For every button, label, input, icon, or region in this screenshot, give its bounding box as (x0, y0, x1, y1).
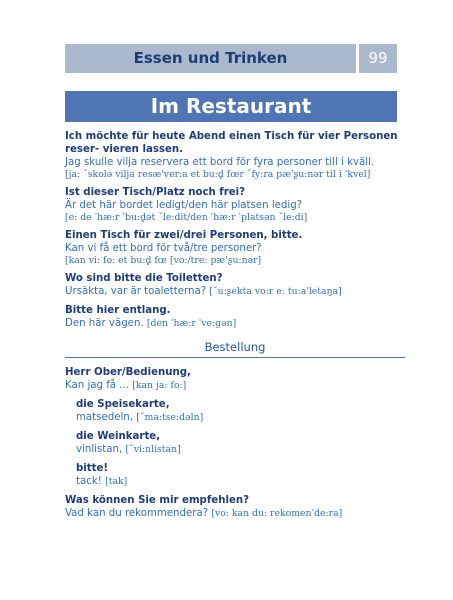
phrase-entry (76, 462, 405, 488)
phrase-entry (65, 304, 405, 330)
german-phrase: Einen Tisch für zwei/drei Personen, bitte. (65, 230, 303, 241)
pronunciation: [kan vi: fo: et bu:d̥ fœ [vo:/tre: pæ'ʂu:nər] (65, 255, 262, 266)
swedish-phrase (65, 285, 405, 298)
pronunciation: [tak] (105, 476, 128, 487)
swedish-phrase (65, 379, 405, 392)
pronunciation: [ˇu:ʂekta vo:r e: tu:aˈletaŋa] (209, 286, 342, 297)
swedish-phrase (76, 443, 405, 456)
swedish-text: Den här vägen. (65, 318, 144, 329)
german-phrase: Wo sind bitte die Toiletten? (65, 273, 223, 284)
german-phrase: Herr Ober/Bedienung, (65, 367, 191, 378)
phrase-entry (65, 130, 405, 180)
swedish-phrase (65, 317, 405, 330)
pronunciation: [ˇvi:nlistan] (125, 444, 181, 455)
swedish-text: tack! (76, 476, 102, 487)
german-phrase: Ich möchte für heute Abend einen Tisch für vier Personen reser- vieren lassen. (65, 131, 398, 155)
phrase-entry (76, 430, 405, 456)
phrase-entry (65, 186, 405, 223)
pronunciation: [den ˈhæ:r ˈve:gən] (146, 318, 237, 329)
subheading-ordering: Bestellung (65, 340, 405, 358)
german-phrase: die Speisekarte, (76, 399, 170, 410)
swedish-phrase: Jag skulle vilja reservera ett bord för fyra personer till i kväll. (65, 157, 375, 168)
phrase-entry (65, 494, 405, 520)
german-phrase: Bitte hier entlang. (65, 305, 171, 316)
swedish-text: vinlistan, (76, 444, 123, 455)
swedish-text: Kan jag få ... (65, 380, 129, 391)
german-phrase: bitte! (76, 463, 109, 474)
swedish-phrase: Kan vi få ett bord för två/tre personer? (65, 243, 262, 254)
pronunciation: [e: de ˈhæ:r ˈbu:d̥ət ˇle:dit/den ˈhæ:r ˈplatsən ˇle:di] (65, 212, 308, 223)
phrase-entry (65, 229, 405, 266)
page-number: 99 (359, 44, 397, 73)
swedish-text: Ursäkta, var är toaletterna? (65, 286, 207, 297)
pronunciation: [vo: kan du: rekomenˈde:ra] (211, 508, 343, 519)
phrase-entry (76, 398, 405, 424)
swedish-phrase (65, 507, 405, 520)
swedish-phrase (76, 475, 405, 488)
swedish-text: matsedeln, (76, 412, 133, 423)
german-phrase: Ist dieser Tisch/Platz noch frei? (65, 187, 246, 198)
swedish-phrase (76, 411, 405, 424)
german-phrase: die Weinkarte, (76, 431, 161, 442)
german-phrase: Was können Sie mir empfehlen? (65, 495, 250, 506)
chapter-title: Essen und Trinken (65, 44, 356, 73)
page-header (65, 44, 397, 73)
section-title: Im Restaurant (65, 91, 397, 122)
phrase-list (65, 130, 405, 526)
pronunciation: [ˇma:tse:dəln] (136, 412, 204, 423)
swedish-phrase: Är det här bordet ledigt/den här platsen ledig? (65, 200, 303, 211)
pronunciation: [kan ja: fo:] (132, 380, 187, 391)
pronunciation: [ja: ˇskolə vilja resæ'ver:a et bu:d̥ fœr ˇfy:ra pæ'ʂu:nər til i ˈkvel] (65, 169, 371, 180)
swedish-text: Vad kan du rekommendera? (65, 508, 209, 519)
phrase-entry (65, 366, 405, 392)
phrase-entry (65, 272, 405, 298)
